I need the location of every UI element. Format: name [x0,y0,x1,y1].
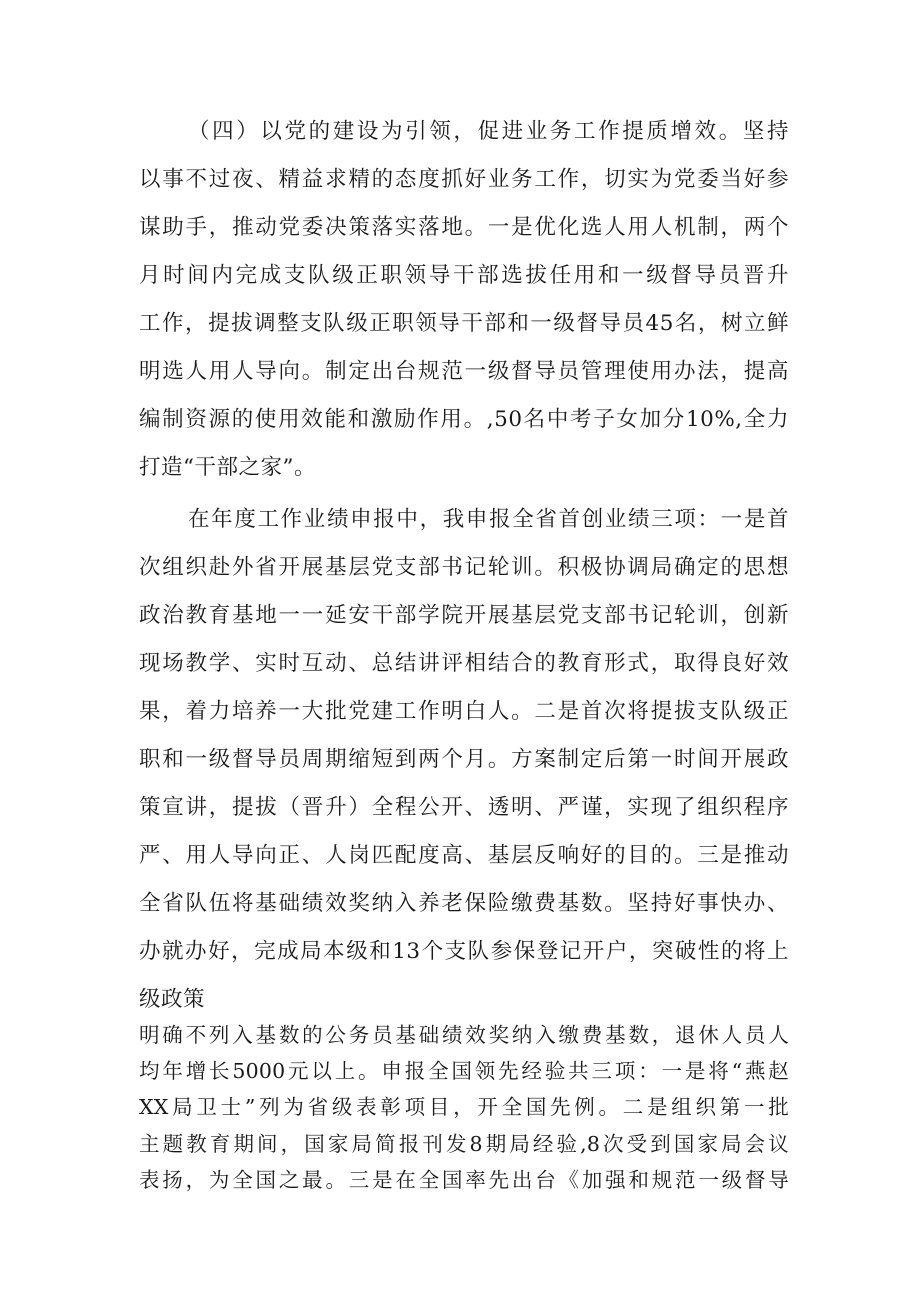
paragraph2-line-5: 果，着力培养一大批党建工作明白人。二是首次将提拔支队级正 [139,699,789,724]
paragraph2-line-11: 级政策 [139,987,206,1012]
paragraph1-line-7: 编制资源的使用效能和激励作用。,50名中考子女加分10%,全力 [139,407,789,432]
paragraph2-line-9: 全省队伍将基础绩效奖纳入养老保险缴费基数。坚持好事快办、 [139,891,789,916]
paragraph1-line-5: 工作，提拔调整支队级正职领导干部和一级督导员45名，树立鲜 [139,311,789,336]
paragraph1-line-2: 以事不过夜、精益求精的态度抓好业务工作，切实为党委当好参 [139,167,789,192]
paragraph2-line-6: 职和一级督导员周期缩短到两个月。方案制定后第一时间开展政 [139,747,789,772]
paragraph1-line-4: 月时间内完成支队级正职领导干部选拔任用和一级督导员晋升 [139,263,789,288]
paragraph2-line-3: 政治教育基地一一延安干部学院开展基层党支部书记轮训，创新 [139,603,789,628]
paragraph2-line-7: 策宣讲，提拔（晋升）全程公开、透明、严谨，实现了组织程序 [139,795,789,820]
paragraph3-line-1: 明确不列入基数的公务员基础绩效奖纳入缴费基数，退休人员人 [139,1023,789,1047]
paragraph3-line-2: 均年增长5000元以上。申报全国领先经验共三项：一是将“燕赵 [139,1059,789,1083]
paragraph1-line-6: 明选人用人导向。制定出台规范一级督导员管理使用办法，提高 [139,359,789,384]
paragraph2-line-1: 在年度工作业绩申报中，我申报全省首创业绩三项：一是首 [188,507,789,532]
paragraph2-line-2: 次组织赴外省开展基层党支部书记轮训。积极协调局确定的思想 [139,555,789,580]
paragraph2-line-10: 办就办好，完成局本级和13个支队参保登记开户，突破性的将上 [139,939,789,964]
paragraph2-line-8: 严、用人导向正、人岗匹配度高、基层反响好的目的。三是推动 [139,843,789,868]
paragraph3-line-4: 主题教育期间，国家局简报刊发8期局经验,8次受到国家局会议 [139,1132,789,1156]
paragraph3-line-3: XX局卫士”列为省级表彰项目，开全国先例。二是组织第一批 [139,1095,789,1119]
paragraph3-line-5: 表扬，为全国之最。三是在全国率先出台《加强和规范一级督导 [139,1168,789,1192]
paragraph2-line-4: 现场教学、实时互动、总结讲评相结合的教育形式，取得良好效 [139,651,789,676]
paragraph1-line-3: 谋助手，推动党委决策落实落地。一是优化选人用人机制，两个 [139,215,789,240]
paragraph1-line-1: （四）以党的建设为引领，促进业务工作提质增效。坚持 [188,119,789,144]
paragraph1-line-8: 打造“干部之家”。 [139,455,316,480]
